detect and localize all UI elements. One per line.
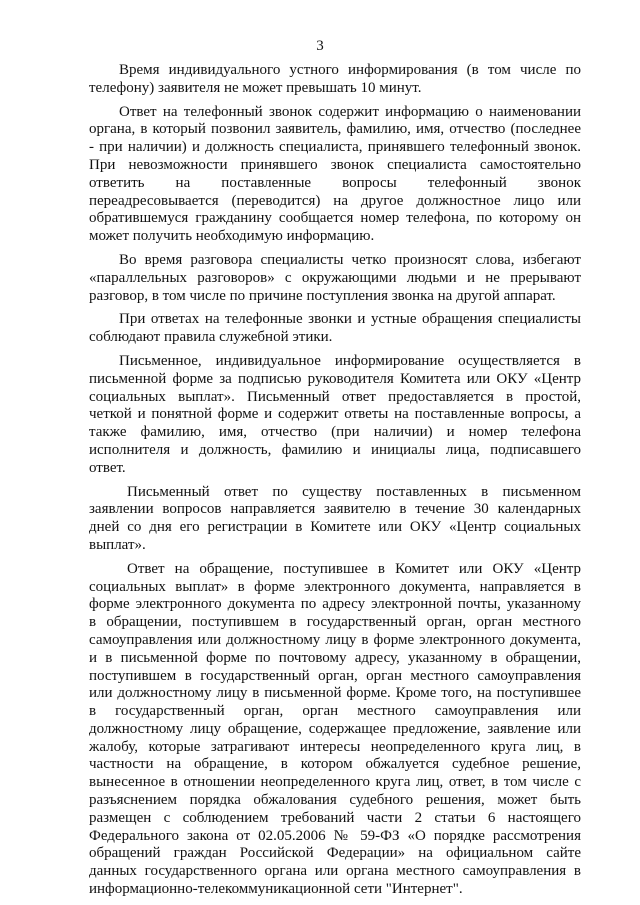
text-line: самоуправления или должностному лицу в форме электронного документа,	[89, 631, 581, 648]
text-line: социальных выплат». Письменный ответ предоставляется в простой,	[89, 388, 581, 405]
text-line: При невозможности принявшего звонок специалиста самостоятельно	[89, 156, 581, 173]
text-line: должностному лицу обращение, содержащее предложение, заявление или	[89, 720, 581, 737]
text-line: данных государственного органа или органа местного самоуправления в	[89, 863, 581, 880]
text-line: Письменный ответ по существу поставленных в письменном	[127, 483, 581, 500]
text-line: в обращении, поступившем в государственный орган, орган местного	[89, 614, 581, 631]
text-line: разговор, в том числе по причине поступления звонка на другой аппарат.	[89, 287, 556, 304]
paragraph	[89, 353, 581, 478]
text-line: - при наличии) и должность специалиста, принявшего телефонный звонок.	[89, 139, 581, 156]
text-line: Ответ на обращение, поступившее в Комитет или ОКУ «Центр	[127, 560, 581, 577]
text-line: разъяснением порядка обжалования судебного решения, может быть	[89, 792, 581, 809]
text-line: может получить необходимую информацию.	[89, 228, 375, 245]
document-body	[89, 62, 581, 899]
text-line: размещен с соблюдением требований части 2 статьи 6 настоящего	[89, 809, 581, 826]
text-line: и в письменной форме по почтовому адресу, указанному в обращении,	[89, 649, 581, 666]
paragraph	[89, 311, 581, 347]
paragraph	[89, 561, 581, 899]
text-line: Ответ на телефонный звонок содержит информацию о наименовании	[119, 103, 581, 120]
text-line: обращений граждан Российской Федерации» на официальном сайте	[89, 845, 581, 862]
text-line: или должностному лицу в письменной форме. Кроме того, на поступившее	[89, 685, 581, 702]
text-line: вынесенное в отношении неопределенного круга лиц, ответ, в том числе с	[89, 774, 581, 791]
text-line: Письменное, индивидуальное информирование осуществляется в	[119, 352, 581, 369]
paragraph	[89, 104, 581, 246]
text-line: письменной форме за подписью руководителя Комитета или ОКУ «Центр	[89, 370, 581, 387]
text-line: также фамилию, имя, отчество (при наличии) и номер телефона	[89, 424, 581, 441]
text-line: обратившемуся гражданину сообщается номер телефона, по которому он	[89, 210, 581, 227]
text-line: ответ.	[89, 459, 126, 476]
text-line: телефону) заявителя не может превышать 10 минут.	[89, 79, 422, 96]
text-line: «параллельных разговоров» с окружающими людьми и не прерывают	[89, 269, 581, 286]
text-line: дней со дня его регистрации в Комитете или ОКУ «Центр социальных	[89, 519, 581, 536]
text-line: органа, в который позвонил заявитель, фамилию, имя, отчество (последнее	[89, 121, 581, 138]
text-line: Федерального закона от 02.05.2006 № 59-ФЗ «О порядке рассмотрения	[89, 827, 581, 844]
text-line: При ответах на телефонные звонки и устные обращения специалисты	[119, 311, 581, 328]
text-line: четкой и понятной форме и содержит ответы на поставленные вопросы, а	[89, 406, 581, 423]
text-line: частности на обращение, в котором обжалуется судебное решение,	[89, 756, 581, 773]
text-line: переадресовывается (переводится) на другое должностное лицо или	[89, 192, 581, 209]
paragraph	[89, 62, 581, 98]
text-line: в государственный орган, орган местного самоуправления или	[89, 703, 581, 720]
page-number: 3	[316, 38, 324, 54]
text-line: информационно-телекоммуникационной сети "Интернет".	[89, 881, 463, 898]
text-line: соблюдают правила служебной этики.	[89, 329, 333, 346]
text-line: жалобу, которые затрагивают интересы неопределенного круга лиц, в	[89, 738, 581, 755]
text-line: Время индивидуального устного информирования (в том числе по	[119, 62, 581, 78]
text-line: выплат».	[89, 536, 146, 553]
text-line: поступившем в государственный орган, орган местного самоуправления	[89, 667, 581, 684]
text-line: заявлении вопросов направляется заявителю в течение 30 календарных	[89, 501, 581, 518]
paragraph	[89, 484, 581, 555]
text-line: Во время разговора специалисты четко произносят слова, избегают	[119, 251, 581, 268]
text-line: форме электронного документа по адресу электронной почты, указанному	[89, 596, 581, 613]
paragraph	[89, 252, 581, 305]
text-line: социальных выплат» в форме электронного документа, направляется в	[89, 578, 581, 595]
text-line: ответить на поставленные вопросы телефонный звонок	[89, 174, 581, 191]
text-line: исполнителя и должность, фамилию и инициалы лица, подписавшего	[89, 441, 581, 458]
